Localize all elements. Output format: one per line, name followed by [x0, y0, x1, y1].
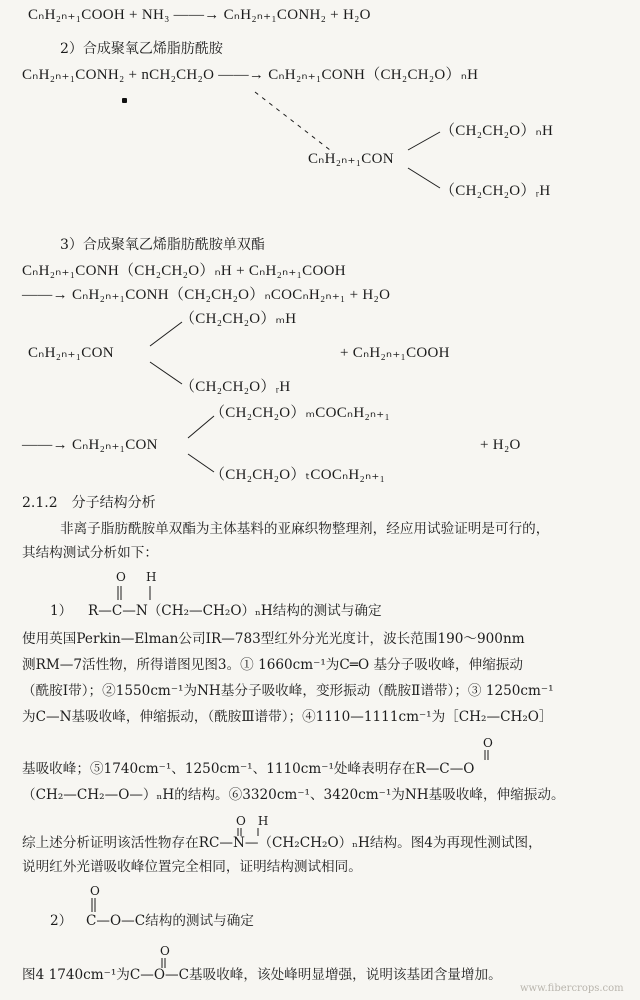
body-line-8: 说明红外光谱吸收峰位置完全相同，证明结构测试相同。	[22, 859, 362, 875]
body-line-2: 测RM—7活性物，所得谱图见图3。① 1660cm⁻¹为C═O 基分子吸收峰，伸缩振动	[22, 657, 523, 673]
b2-plus-water: + H₂O	[480, 437, 521, 453]
amide-oh-labels: O H	[236, 814, 269, 828]
body-line-4: 为C—N基吸收峰，伸缩振动，（酰胺Ⅲ谱带）；④1110—1111cm⁻¹为［CH₂—CH₂O］	[22, 709, 553, 725]
s2-oxygen-label: O	[90, 884, 100, 898]
b1-lower-chain: （CH₂CH₂O）ᵣH	[180, 379, 291, 395]
s2-label: 2）	[50, 913, 73, 929]
s2-diagonal-dashed	[255, 92, 330, 150]
stray-dot	[122, 98, 127, 103]
branch-upper-chain: （CH₂CH₂O）ₙH	[440, 123, 554, 139]
b1-bond-lower	[150, 362, 182, 384]
s1-heading: R—C—N（CH₂—CH₂O）ₙH结构的测试与确定	[88, 603, 382, 619]
b1-plus-acid: + CₙH₂ₙ₊₁COOH	[340, 345, 450, 361]
b2-lower-chain: （CH₂CH₂O）ₜCOCₙH₂ₙ₊₁	[210, 467, 386, 483]
s2-heading: C—O—C结构的测试与确定	[86, 913, 254, 929]
body-line-1: 使用英国Perkin—Elman公司IR—783型红外分光光度计，波长范围190～900nm	[22, 631, 525, 647]
watermark: www.fibercrops.com	[520, 983, 624, 994]
para-intro-2: 其结构测试分析如下：	[22, 545, 158, 561]
reaction-ester-line1: CₙH₂ₙ₊₁CONH（CH₂CH₂O）ₙH + CₙH₂ₙ₊₁COOH	[22, 263, 346, 279]
b2-core: ——→ CₙH₂ₙ₊₁CON	[22, 437, 158, 453]
b1-bond-upper	[150, 322, 182, 346]
ester-oxygen-label: O	[483, 736, 493, 750]
reaction-ester-line2: ——→ CₙH₂ₙ₊₁CONH（CH₂CH₂O）ₙCOCₙH₂ₙ₊₁ + H₂O	[22, 287, 391, 303]
branch-lower-chain: （CH₂CH₂O）ᵣH	[440, 183, 551, 199]
heading-synthesis-amide: 2）合成聚氧乙烯脂肪酰胺	[60, 41, 223, 57]
s2-bond-lower	[408, 168, 440, 188]
body-last-line: 图4 1740cm⁻¹为C—O—C基吸收峰，该处峰明显增强，说明该基团含量增加。	[22, 967, 502, 983]
body-line-3: （酰胺Ⅰ带）；②1550cm⁻¹为NH基分子吸收峰，变形振动（酰胺Ⅱ谱带）；③ 1250cm⁻¹	[22, 683, 554, 699]
s1-oxygen-label: O	[116, 570, 126, 584]
reaction-amidation: CₙH₂ₙ₊₁COOH + NH₃ ——→ CₙH₂ₙ₊₁CONH₂ + H₂O	[28, 7, 371, 23]
para-intro-1: 非离子脂肪酰胺单双酯为主体基料的亚麻织物整理剂，经应用试验证明是可行的，	[60, 521, 550, 537]
s1-hydrogen-label: H	[146, 570, 157, 584]
b2-upper-chain: （CH₂CH₂O）ₘCOCₙH₂ₙ₊₁	[210, 405, 391, 421]
branch-core-amide: CₙH₂ₙ₊₁CON	[308, 151, 394, 167]
b1-core: CₙH₂ₙ₊₁CON	[28, 345, 114, 361]
s2-bond-upper	[408, 132, 440, 150]
body-line-7: 综上述分析证明该活性物存在RC—N—（CH₂CH₂O）ₙH结构。图4为再现性测试图，	[22, 835, 542, 851]
section-title-212: 2.1.2 分子结构分析	[22, 495, 156, 511]
body-line-5: 基吸收峰；⑤1740cm⁻¹、1250cm⁻¹、1110cm⁻¹处峰表明存在R—C—O	[22, 761, 475, 777]
last-oxygen-label: O	[160, 944, 170, 958]
s1-label: 1）	[50, 603, 73, 619]
heading-synthesis-ester: 3）合成聚氧乙烯脂肪酰胺单双酯	[60, 237, 265, 253]
b1-upper-chain: （CH₂CH₂O）ₘH	[180, 311, 297, 327]
reaction-ethoxylation: CₙH₂ₙ₊₁CONH₂ + nCH₂CH₂O ——→ CₙH₂ₙ₊₁CONH（CH₂CH₂O）ₙH	[22, 67, 479, 83]
body-line-6: （CH₂—CH₂—O—）ₙH的结构。⑥3320cm⁻¹、3420cm⁻¹为NH基吸收峰，伸缩振动。	[22, 787, 565, 803]
